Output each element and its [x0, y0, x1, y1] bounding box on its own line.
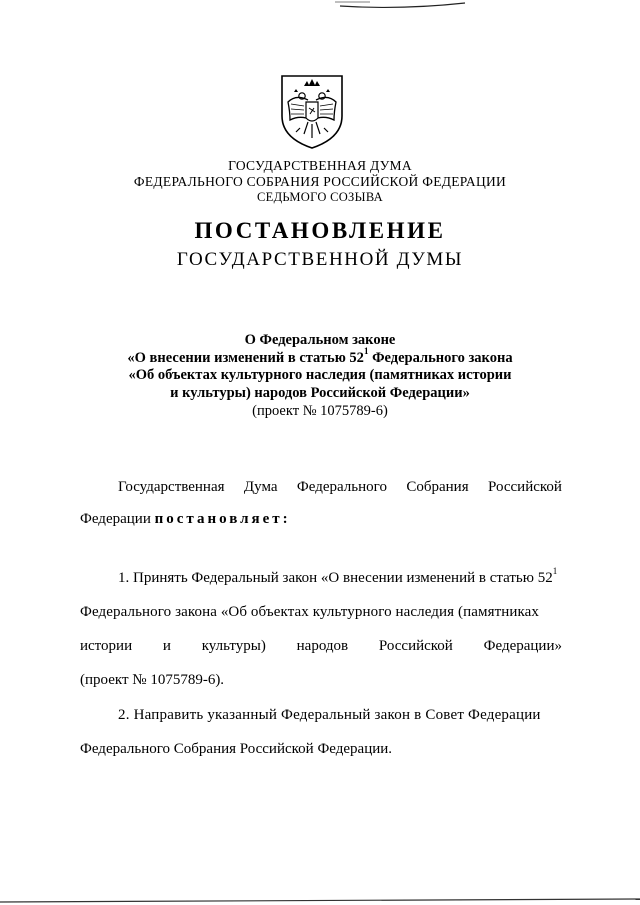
intro-line-2-text: Федерации: [80, 511, 155, 527]
subject-line-5: (проект № 1075789-6): [252, 403, 388, 419]
item-1-line-2: Федерального закона «Об объектах культурного наследия (памятниках: [80, 604, 540, 620]
item-1-word: народов: [296, 638, 349, 654]
item-2-line-2: Федерального Собрания Российской Федерации.: [80, 741, 393, 757]
intro-line-1: [118, 479, 562, 496]
subject-line-3: «Об объектах культурного наследия (памятниках истории: [128, 367, 512, 383]
intro-word: Государственная: [118, 479, 225, 495]
header-line-1: ГОСУДАРСТВЕННАЯ ДУМА: [228, 158, 412, 173]
intro-word: Российской: [488, 479, 562, 495]
subject-line-2-sup: 1: [363, 346, 369, 357]
subject-line-2-text-b: Федерального закона: [368, 350, 513, 366]
item-2-line-1: 2. Направить указанный Федеральный закон в Совет Федерации: [118, 707, 541, 723]
item-1-word: культуры): [201, 638, 266, 654]
item-1-line-1: [118, 566, 558, 587]
item-1-word: истории: [80, 638, 133, 654]
item-1-word: и: [162, 638, 171, 654]
coat-of-arms-emblem: [278, 72, 346, 150]
scan-mark-top: [330, 0, 480, 14]
subject-line-1: О Федеральном законе: [244, 332, 396, 348]
item-1-word: Российской: [378, 638, 453, 654]
postanovlyaet-word: постановляет:: [154, 511, 291, 527]
subject-line-2-text-a: «О внесении изменений в статью 52: [127, 350, 364, 366]
item-1-line-4: (проект № 1075789-6).: [80, 672, 225, 688]
intro-word: Федерального: [296, 479, 387, 495]
intro-word: Дума: [243, 479, 278, 495]
header-line-3: СЕДЬМОГО СОЗЫВА: [257, 190, 383, 204]
item-1-word: Федерации»: [483, 638, 562, 654]
intro-word: Собрания: [406, 479, 469, 495]
item-1-line-1-text: 1. Принять Федеральный закон «О внесении изменений в статью 52: [118, 570, 553, 586]
document-title: ПОСТАНОВЛЕНИЕ: [194, 218, 446, 243]
scan-edge-bottom: [0, 895, 640, 905]
item-1-line-1-sup: 1: [552, 566, 558, 576]
document-subtitle: ГОСУДАРСТВЕННОЙ ДУМЫ: [176, 249, 464, 270]
subject-line-4: и культуры) народов Российской Федерации»: [170, 385, 470, 401]
intro-line-2: [80, 511, 291, 528]
item-1-line-3: [80, 638, 562, 655]
subject-line-2: [0, 346, 640, 367]
header-line-2: ФЕДЕРАЛЬНОГО СОБРАНИЯ РОССИЙСКОЙ ФЕДЕРАЦИИ: [133, 174, 507, 189]
